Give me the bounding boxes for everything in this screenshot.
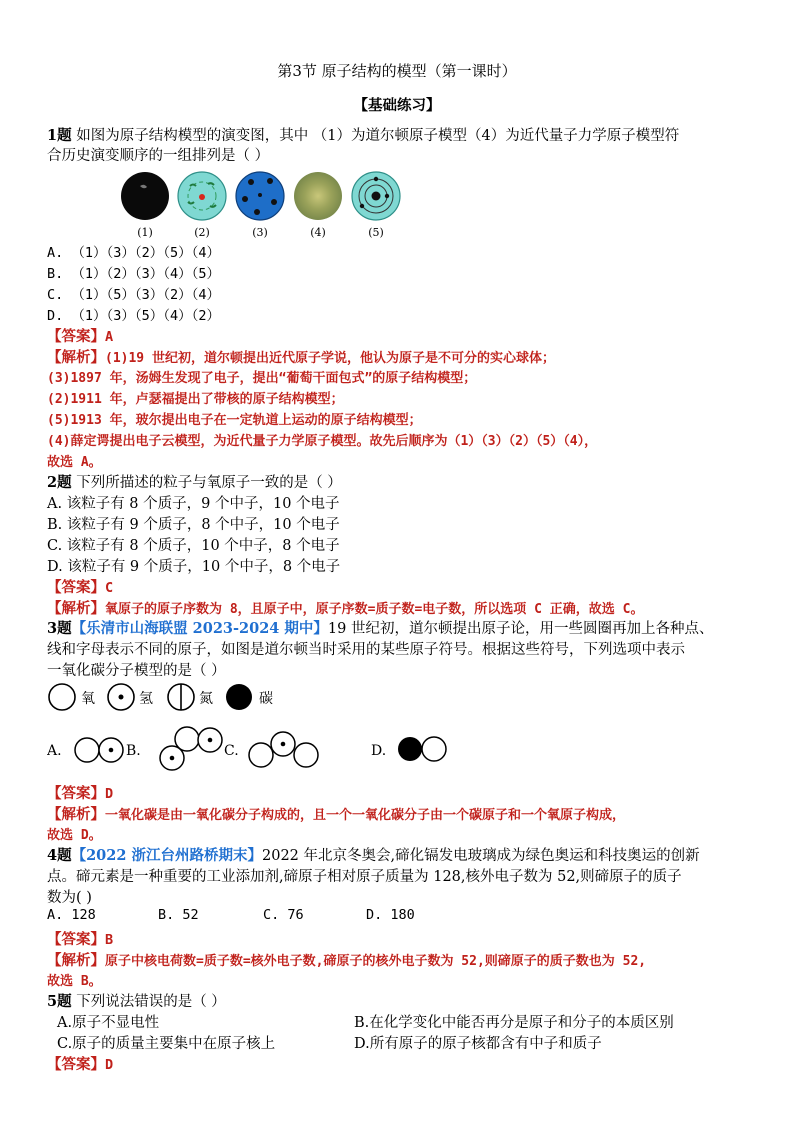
q2-option-d: D. 该粒子有 9 个质子，10 个中子，8 个电子 [47,559,341,575]
q1-exp-tag: 【解析】 [47,349,105,366]
q2-exp-tag: 【解析】 [47,600,105,617]
q5-answer-tag: 【答案】 [47,1056,105,1073]
q4-number: 4题 [47,847,72,864]
q5-option-b: B.在化学变化中能否再分是原子和分子的本质区别 [354,1015,674,1031]
q3-exp-text1: 一氧化碳是由一氧化碳分子构成的，且一个一氧化碳分子由一个碳原子和一个氧原子构成， [105,808,626,823]
carbon-symbol-icon [226,684,252,710]
q5-answer-value: D [105,1057,114,1073]
q4-stem-text1: 2022 年北京冬奥会,碲化镉发电玻璃成为绿色奥运和科技奥运的创新 [262,848,700,864]
q4-exp-tag: 【解析】 [47,952,105,969]
q1-stem-text1: 如图为原子结构模型的演变图，其中 （1）为道尔顿原子模型（4）为近代量子力学原子模型符 [71,128,680,144]
q1-option-d: D. （1）（3）（5）（4）（2） [47,308,221,324]
legend-carbon-label: 碳 [259,691,273,707]
q4-answer-tag: 【答案】 [47,931,105,948]
q2-option-a: A. 该粒子有 8 个质子，9 个中子，10 个电子 [47,496,340,512]
q5-option-a: A.原子不显电性 [57,1015,160,1031]
q3-choice-b-label: B. [126,743,141,759]
q4-stem-line2: 点。碲元素是一种重要的工业添加剂,碲原子相对原子质量为 128,核外电子数为 52,则碲原子的质子 [47,869,682,885]
dalton-solid-sphere-icon [121,172,169,220]
q3-explanation-line1 [47,803,625,824]
q1-explanation-line1 [47,346,555,367]
q2-answer-tag: 【答案】 [47,579,105,596]
q3-answer [47,782,113,803]
nitrogen-symbol-icon [168,684,194,710]
q5-number: 5题 [47,993,72,1010]
q2-explanation [47,597,643,618]
q5-option-d: D.所有原子的原子核都含有中子和质子 [354,1036,602,1052]
q3-stem-line1 [47,617,713,638]
model-label-2: (2) [194,226,210,239]
model-label-1: (1) [137,226,153,239]
q2-stem [47,471,342,492]
legend-hydrogen-label: 氢 [139,691,153,707]
q1-answer [47,325,113,346]
choice-d-molecule-icon [398,737,446,761]
choice-c-molecule-icon [249,732,318,767]
q3-source: 【乐清市山海联盟 2023-2024 期中】 [71,620,328,637]
q3-stem-line3: 一氧化碳分子模型的是（ ） [47,663,226,679]
model-label-4: (4) [310,226,326,239]
q1-explanation-line2: (3)1897 年，汤姆生发现了电子，提出“葡萄干面包式”的原子结构模型； [47,371,477,386]
model-label-3: (3) [252,226,268,239]
q1-explanation-line3: (2)1911 年，卢瑟福提出了带核的原子结构模型； [47,392,344,407]
legend-oxygen-label: 氧 [81,691,95,707]
choice-b-molecule-icon [160,727,222,770]
q4-explanation-line2: 故选 B。 [47,974,102,989]
q4-answer [47,928,113,949]
q3-answer-value: D [105,786,114,802]
thomson-plum-pudding-icon [178,172,226,220]
q1-number: 1题 [47,127,72,144]
q2-number: 2题 [47,474,72,491]
model-label-5: (5) [368,226,384,239]
q1-exp-text1: (1)19 世纪初，道尔顿提出近代原子学说，他认为原子是不可分的实心球体； [105,351,555,366]
q4-explanation-line1 [47,949,646,970]
q1-option-c: C. （1）（5）（3）（2）（4） [47,287,221,303]
q3-stem-line2: 线和字母表示不同的原子，如图是道尔顿当时采用的某些原子符号。根据这些符号，下列选项中表示 [47,642,685,658]
q4-answer-value: B [105,932,114,948]
q1-stem-line2: 合历史演变顺序的一组排列是（ ） [47,148,270,164]
hydrogen-symbol-icon [108,684,134,710]
q2-stem-text: 下列所描述的粒子与氧原子一致的是（ ） [71,475,342,491]
q2-option-c: C. 该粒子有 8 个质子，10 个中子，8 个电子 [47,538,340,554]
q2-answer [47,576,113,597]
page-title: 第3节 原子结构的模型（第一课时） [277,62,517,80]
q1-explanation-line6: 故选 A。 [47,455,102,470]
q3-number: 3题 [47,620,72,637]
q1-explanation-line5: (4)薛定谔提出电子云模型，为近代量子力学原子模型。故先后顺序为（1）（3）（2）（5）（4）， [47,434,598,449]
atom-model-figure [110,168,420,240]
q3-stem-text1: 19 世纪初，道尔顿提出原子论，用一些圆圈再加上各种点、 [327,621,714,637]
section-heading: 【基础练习】 [353,97,441,114]
q2-answer-value: C [105,580,114,596]
dalton-symbol-legend [47,680,307,714]
q2-option-b: B. 该粒子有 9 个质子，8 个中子，10 个电子 [47,517,340,533]
q4-exp-text1: 原子中核电荷数=质子数=核外电子数,碲原子的核外电子数为 52,则碲原子的质子数也为 52, [105,954,647,969]
q4-stem-line1 [47,844,700,865]
legend-nitrogen-label: 氮 [199,691,213,707]
q3-choice-d-label: D. [371,743,387,759]
q1-explanation-line4: (5)1913 年，玻尔提出电子在一定轨道上运动的原子结构模型； [47,413,422,428]
q5-stem [47,990,226,1011]
q4-option-d: D. 180 [366,907,415,923]
oxygen-symbol-icon [49,684,75,710]
q1-answer-value: A [105,329,114,345]
q3-explanation-line2: 故选 D。 [47,828,102,843]
electron-cloud-model-icon [294,172,342,220]
rutherford-nucleus-model-icon [236,172,284,220]
q3-choice-models [47,722,467,778]
q3-exp-tag: 【解析】 [47,806,105,823]
q5-option-c: C.原子的质量主要集中在原子核上 [57,1036,276,1052]
q4-option-c: C. 76 [263,907,304,923]
bohr-orbit-model-icon [352,172,400,220]
q4-source: 【2022 浙江台州路桥期末】 [71,847,262,864]
q4-stem-line3: 数为( ) [47,890,92,906]
q1-stem-line1 [47,124,679,145]
q4-option-a: A. 128 [47,907,96,923]
q1-option-b: B. （1）（2）（3）（4）（5） [47,266,221,282]
q3-choice-c-label: C. [224,743,239,759]
q1-answer-tag: 【答案】 [47,328,105,345]
q1-option-a: A. （1）（3）（2）（5）（4） [47,245,221,261]
choice-a-molecule-icon [75,738,123,762]
q3-answer-tag: 【答案】 [47,785,105,802]
q4-option-b: B. 52 [158,907,199,923]
q3-choice-a-label: A. [47,743,62,759]
q2-exp-text: 氧原子的原子序数为 8，且原子中，原子序数=质子数=电子数，所以选项 C 正确，故选 C。 [105,602,644,617]
q5-stem-text: 下列说法错误的是（ ） [71,994,226,1010]
q5-answer [47,1053,113,1074]
